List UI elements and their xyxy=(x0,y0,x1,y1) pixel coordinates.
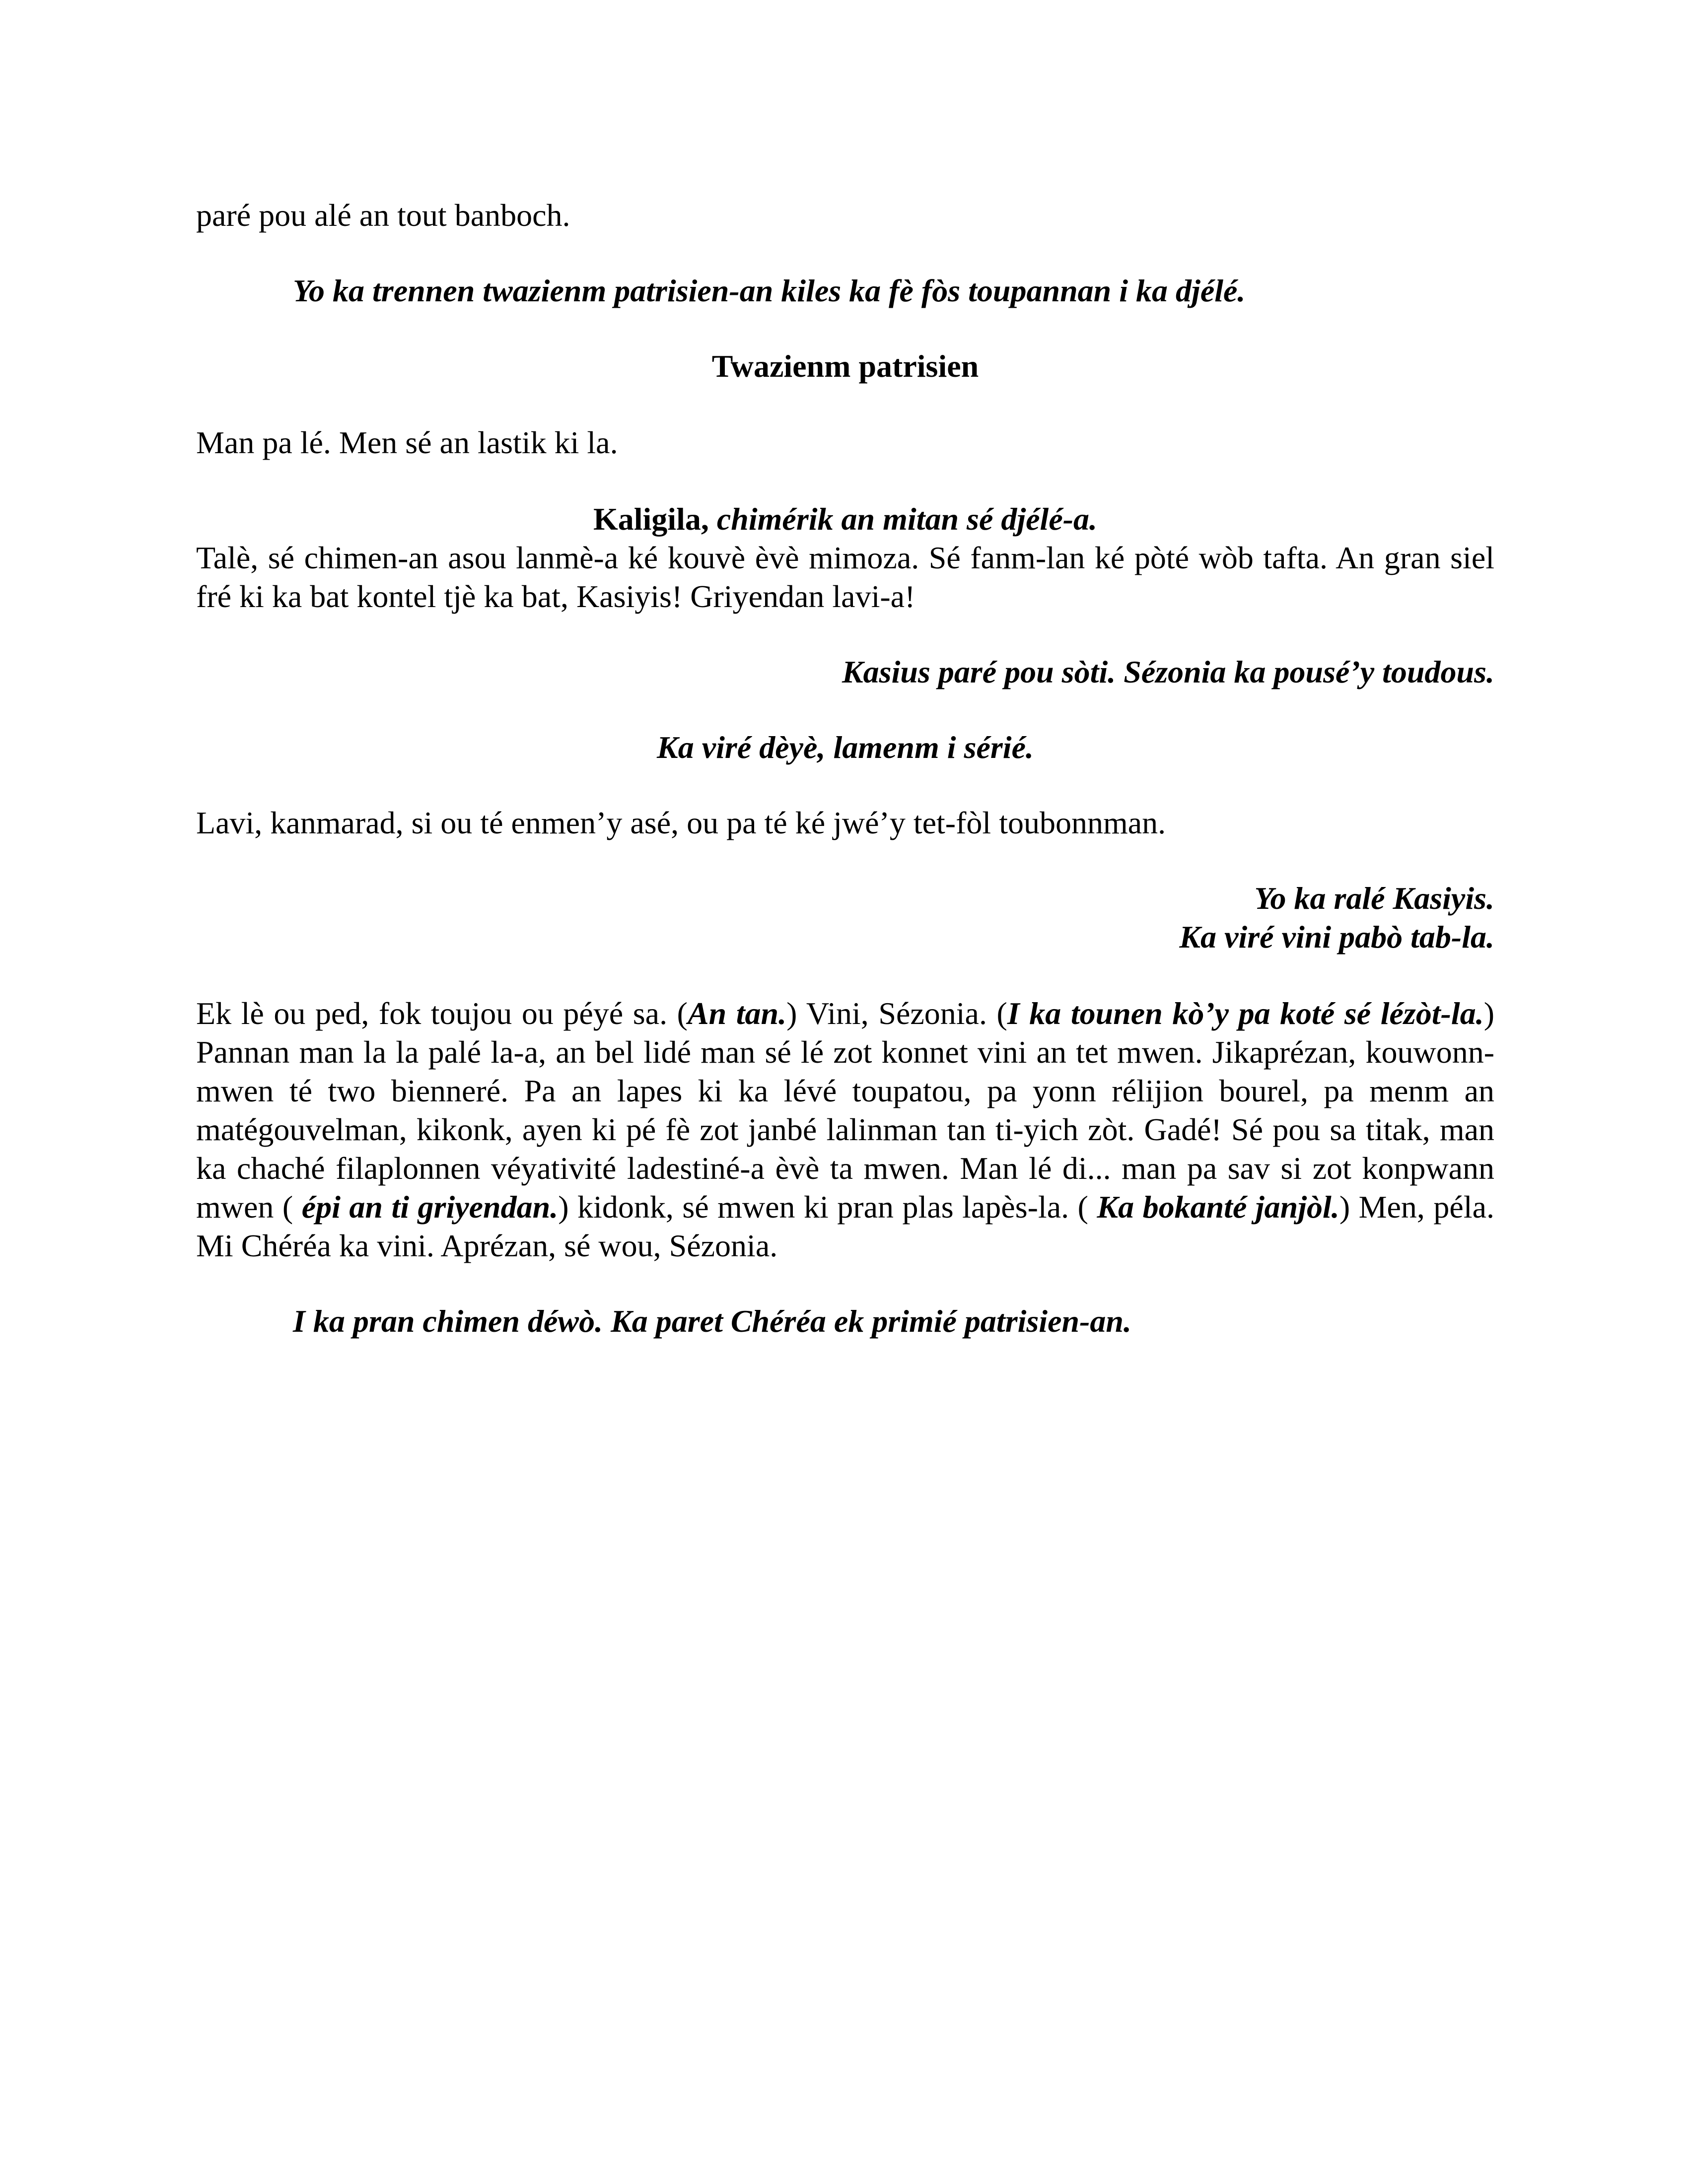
speaker-heading xyxy=(196,500,1494,539)
dialogue-text: Ek lè ou ped, fok toujou ou péyé sa. ( xyxy=(196,996,688,1031)
inline-stage-direction: Ka bokanté janjòl. xyxy=(1097,1189,1339,1225)
stage-direction: Ka viré vini pabò tab-la. xyxy=(1179,919,1494,955)
dialogue-text: ) kidonk, sé mwen ki pran plas lapès-la. ( xyxy=(558,1189,1097,1225)
inline-stage-direction: épi an ti griyendan. xyxy=(301,1189,559,1225)
stage-direction: Ka viré dèyè, lamenm i sérié. xyxy=(657,730,1034,765)
stage-direction: Yo ka ralé Kasiyis. xyxy=(1254,881,1494,916)
document-page xyxy=(196,196,1494,1341)
speaker-name: Kaligila, xyxy=(593,501,709,537)
stage-direction: I ka pran chimen déwò. Ka paret Chéréa ek primié patrisien-an. xyxy=(293,1303,1131,1339)
inline-stage-direction: An tan. xyxy=(687,996,787,1031)
dialogue-text: ) Vini, Sézonia. ( xyxy=(786,996,1007,1031)
dialogue-text: ) Men, péla. Mi Chéréa ka vini. Aprézan, sé wou, Sézonia. xyxy=(196,1189,1495,1263)
speaker-note: chimérik an mitan sé djélé-a. xyxy=(716,501,1098,537)
dialogue-line: Lavi, kanmarad, si ou té enmen’y asé, ou pa té ké jwé’y tet-fòl toubonnman. xyxy=(196,805,1166,840)
dialogue-text: ) Pannan man la la palé la-a, an bel lidé man sé lé zot konnet vini an tet mwen. Jikaprézan, kouwonn-mwen té two bienneré. Pa an lapes ki ka lévé toupatou, pa yonn rélijion bourel, pa menm an matégouvelman, kikonk, ayen ki pé fè zot janbé lalinman tan ti-yich zòt. Gadé! Sé pou sa titak, man ka chaché filaplonnen véyativité ladestiné-a èvè ta mwen. Man lé di... man pa sav si zot konpwann mwen ( xyxy=(196,996,1495,1225)
stage-direction: Yo ka trennen twazienm patrisien-an kiles ka fè fòs toupannan i ka djélé. xyxy=(293,273,1246,308)
dialogue-line: Man pa lé. Men sé an lastik ki la. xyxy=(196,425,618,460)
dialogue-paragraph xyxy=(196,994,1494,1265)
inline-stage-direction: I ka tounen kò’y pa koté sé lézòt-la. xyxy=(1007,996,1484,1031)
stage-direction: Kasius paré pou sòti. Sézonia ka pousé’y toudous. xyxy=(842,654,1494,689)
speaker-name: Twazienm patrisien xyxy=(711,348,979,384)
text-line: paré pou alé an tout banboch. xyxy=(196,198,570,233)
dialogue-paragraph: Talè, sé chimen-an asou lanmè-a ké kouvè èvè mimoza. Sé fanm-lan ké pòté wòb tafta. An gran siel fré ki ka bat kontel tjè ka bat, Kasiyis! Griyendan lavi-a! xyxy=(196,540,1494,614)
